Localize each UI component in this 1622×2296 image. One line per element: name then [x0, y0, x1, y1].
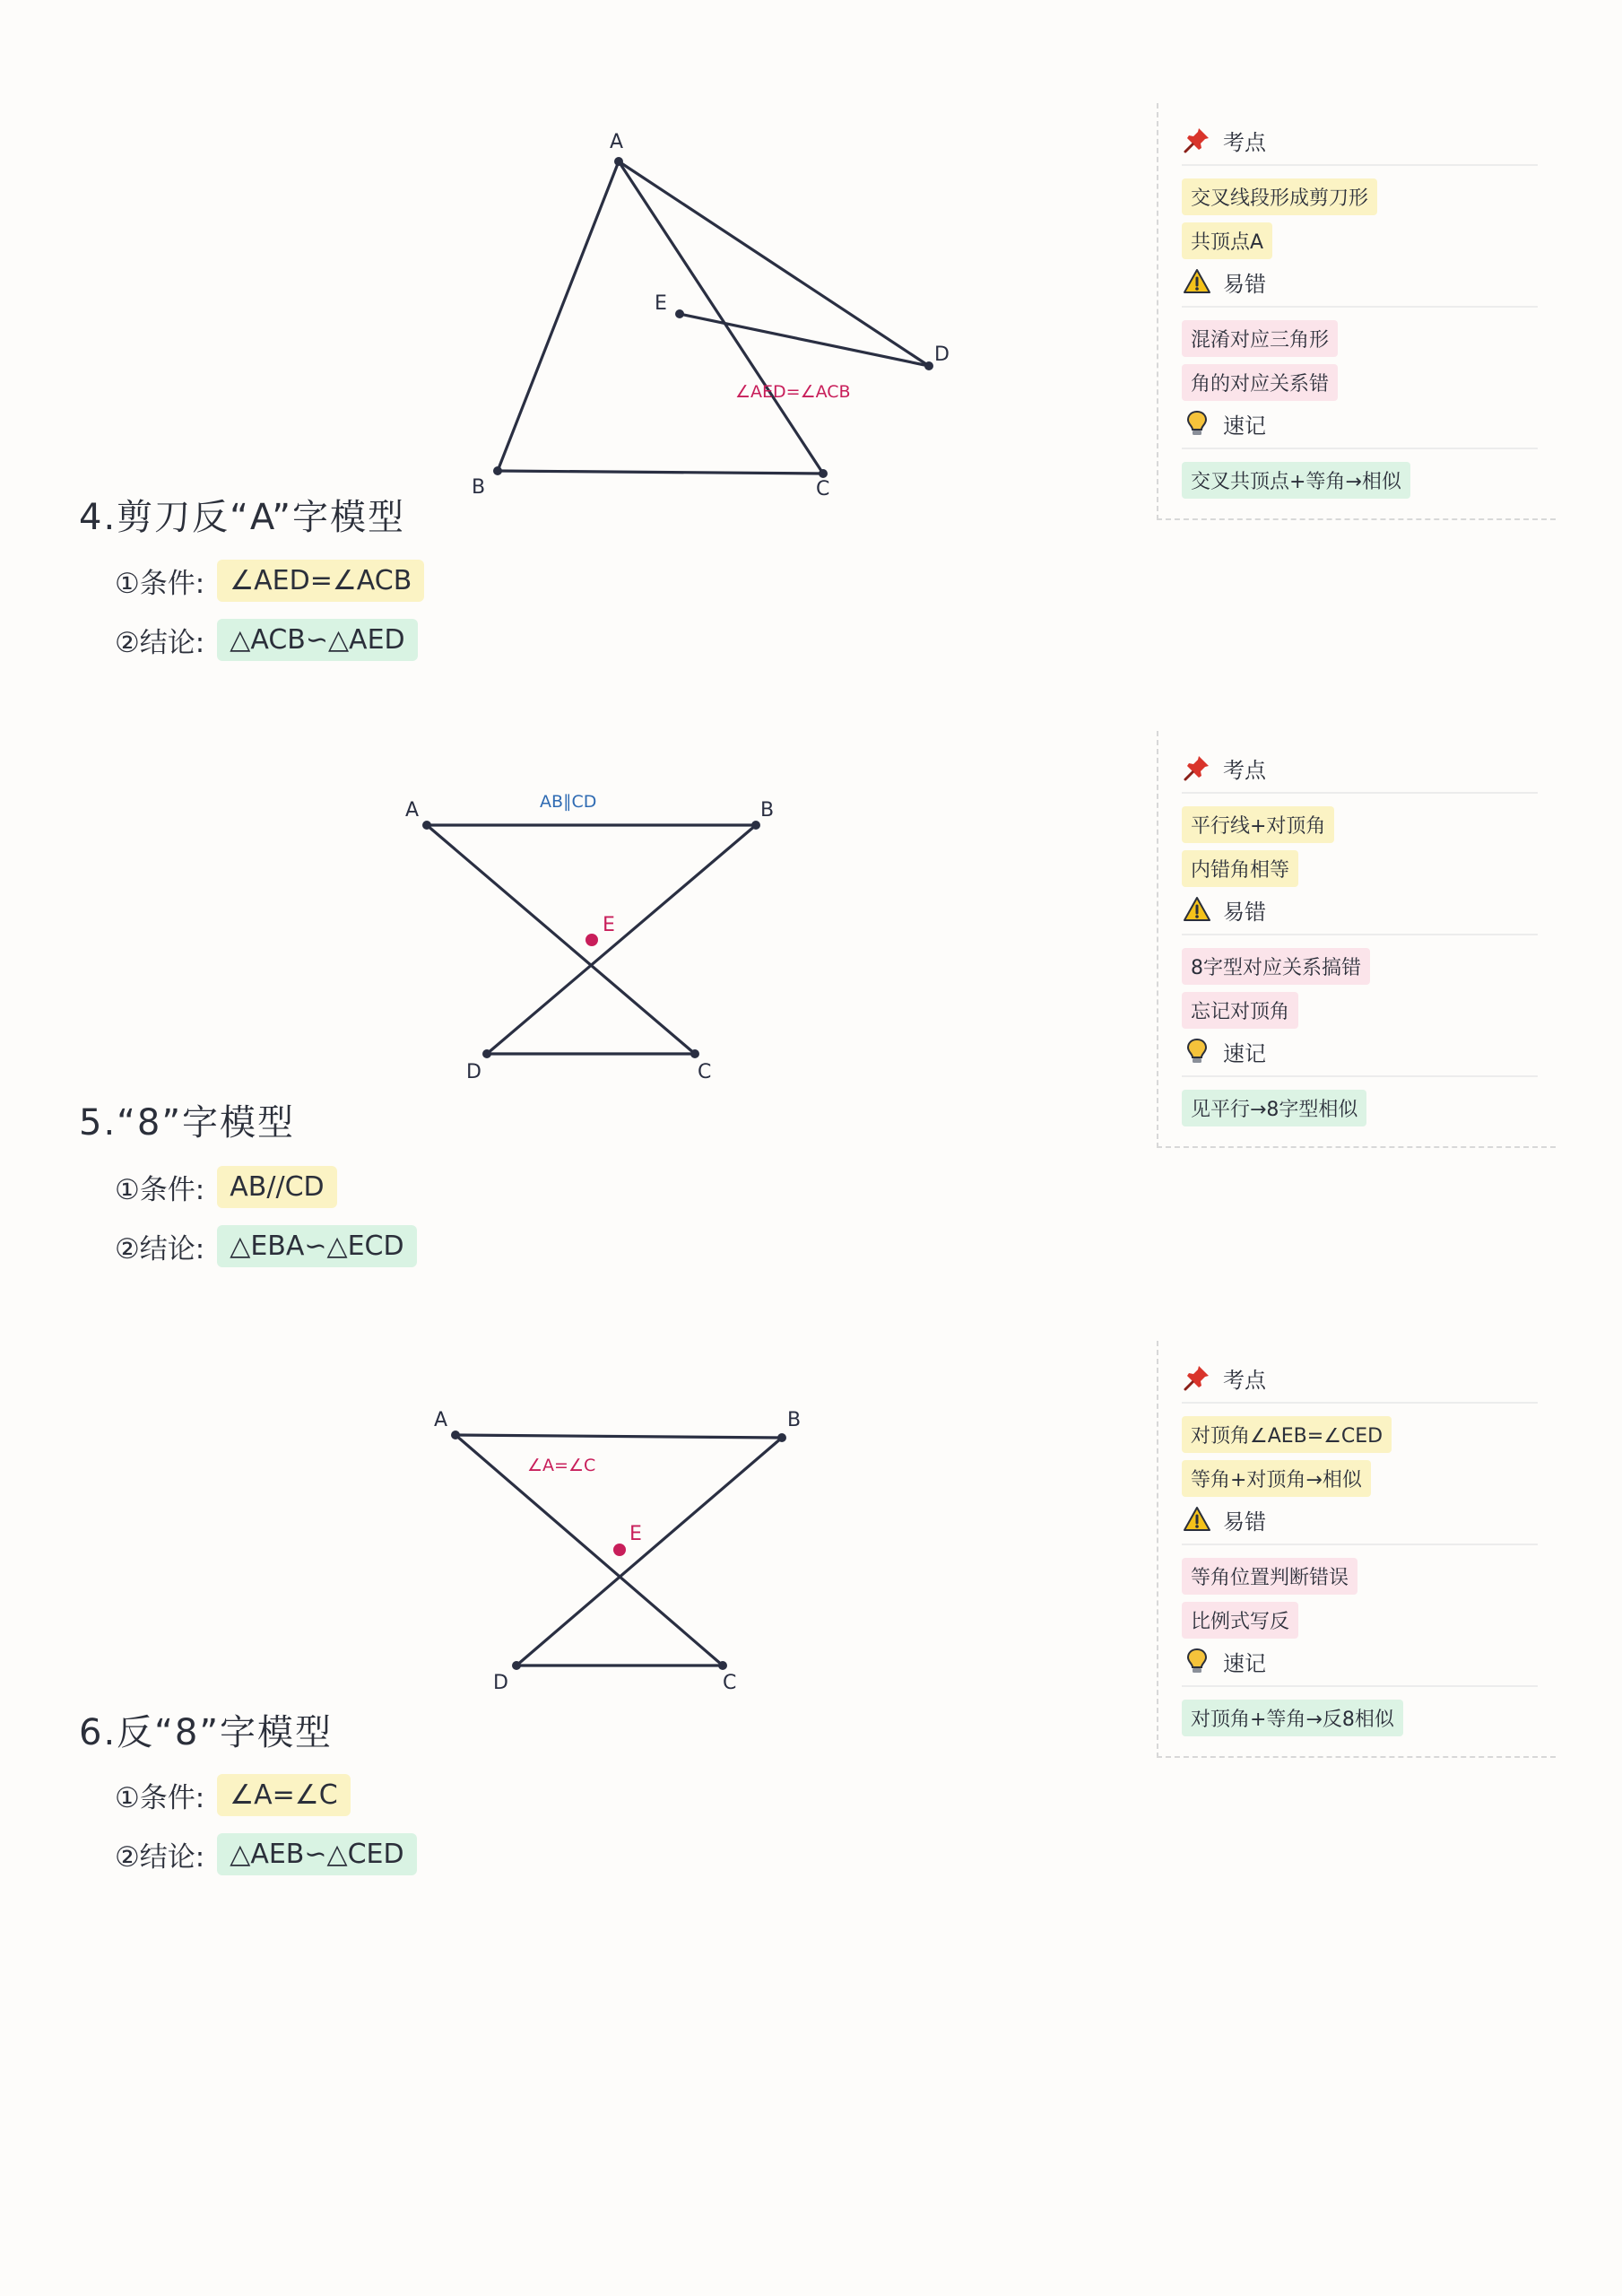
point-label-e: E — [655, 292, 667, 315]
warning-icon — [1182, 1504, 1212, 1535]
yicuo-header: 易错 — [1182, 891, 1556, 928]
point-label-d: D — [934, 344, 950, 366]
point-label-a: A — [405, 799, 420, 822]
yicuo-header: 易错 — [1182, 263, 1556, 300]
section-title: 6.反“8”字模型 — [79, 1712, 334, 1753]
suji-item: 交叉共顶点+等角→相似 — [1182, 462, 1410, 499]
point-label-e: E — [629, 1523, 642, 1545]
condition-label: ①条件: — [115, 1782, 205, 1814]
yicuo-header: 易错 — [1182, 1500, 1556, 1538]
point-label-d: D — [493, 1672, 508, 1694]
point-label-c: C — [816, 478, 830, 500]
kaodian-item: 对顶角∠AEB=∠CED — [1182, 1416, 1392, 1453]
pushpin-icon — [1182, 1362, 1212, 1393]
yicuo-item: 等角位置判断错误 — [1182, 1558, 1357, 1595]
yicuo-item: 8字型对应关系搞错 — [1182, 948, 1370, 985]
kaodian-item: 内错角相等 — [1182, 850, 1298, 887]
conclusion-value: △EBA∽△ECD — [217, 1225, 416, 1267]
conclusion-value: △AEB∽△CED — [217, 1833, 416, 1875]
kaodian-header: 考点 — [1182, 749, 1556, 787]
condition-row — [115, 1774, 351, 1816]
suji-item: 见平行→8字型相似 — [1182, 1090, 1366, 1126]
kaodian-header: 考点 — [1182, 121, 1556, 159]
conclusion-row — [115, 1833, 417, 1875]
kaodian-item: 共顶点A — [1182, 222, 1272, 259]
lightbulb-icon — [1182, 1646, 1212, 1676]
yicuo-item: 忘记对顶角 — [1182, 992, 1298, 1029]
point-label-d: D — [466, 1061, 481, 1083]
suji-item: 对顶角+等角→反8相似 — [1182, 1700, 1403, 1736]
kaodian-item: 平行线+对顶角 — [1182, 806, 1334, 843]
suji-header: 速记 — [1182, 404, 1556, 442]
suji-header: 速记 — [1182, 1032, 1556, 1070]
notes-panel — [1157, 1341, 1556, 1758]
section-title: 5.“8”字模型 — [79, 1102, 296, 1144]
condition-value: ∠AED=∠ACB — [217, 560, 424, 602]
kaodian-header: 考点 — [1182, 1359, 1556, 1396]
kaodian-item: 等角+对顶角→相似 — [1182, 1460, 1371, 1497]
point-label-c: C — [723, 1672, 737, 1694]
condition-label: ①条件: — [115, 1174, 205, 1206]
yicuo-item: 比例式写反 — [1182, 1602, 1298, 1639]
condition-value: AB//CD — [217, 1166, 336, 1208]
point-label-b: B — [472, 476, 486, 499]
conclusion-label: ②结论: — [115, 1233, 205, 1265]
conclusion-label: ②结论: — [115, 627, 205, 659]
point-label-b: B — [760, 799, 775, 822]
figure-note: AB∥CD — [540, 792, 597, 812]
suji-header: 速记 — [1182, 1642, 1556, 1680]
point-label-c: C — [698, 1061, 712, 1083]
point-label-a: A — [434, 1409, 448, 1431]
condition-label: ①条件: — [115, 568, 205, 600]
point-label-e: E — [603, 914, 615, 936]
point-label-a: A — [610, 131, 624, 153]
point-label-b: B — [787, 1409, 802, 1431]
yicuo-item: 角的对应关系错 — [1182, 364, 1338, 401]
figure-note: ∠AED=∠ACB — [735, 382, 851, 402]
yicuo-item: 混淆对应三角形 — [1182, 320, 1338, 357]
condition-value: ∠A=∠C — [217, 1774, 350, 1816]
conclusion-label: ②结论: — [115, 1841, 205, 1874]
section-title: 4.剪刀反“A”字模型 — [79, 497, 406, 538]
conclusion-value: △ACB∽△AED — [217, 619, 417, 661]
kaodian-item: 交叉线段形成剪刀形 — [1182, 178, 1377, 215]
figure-note: ∠A=∠C — [527, 1456, 596, 1475]
